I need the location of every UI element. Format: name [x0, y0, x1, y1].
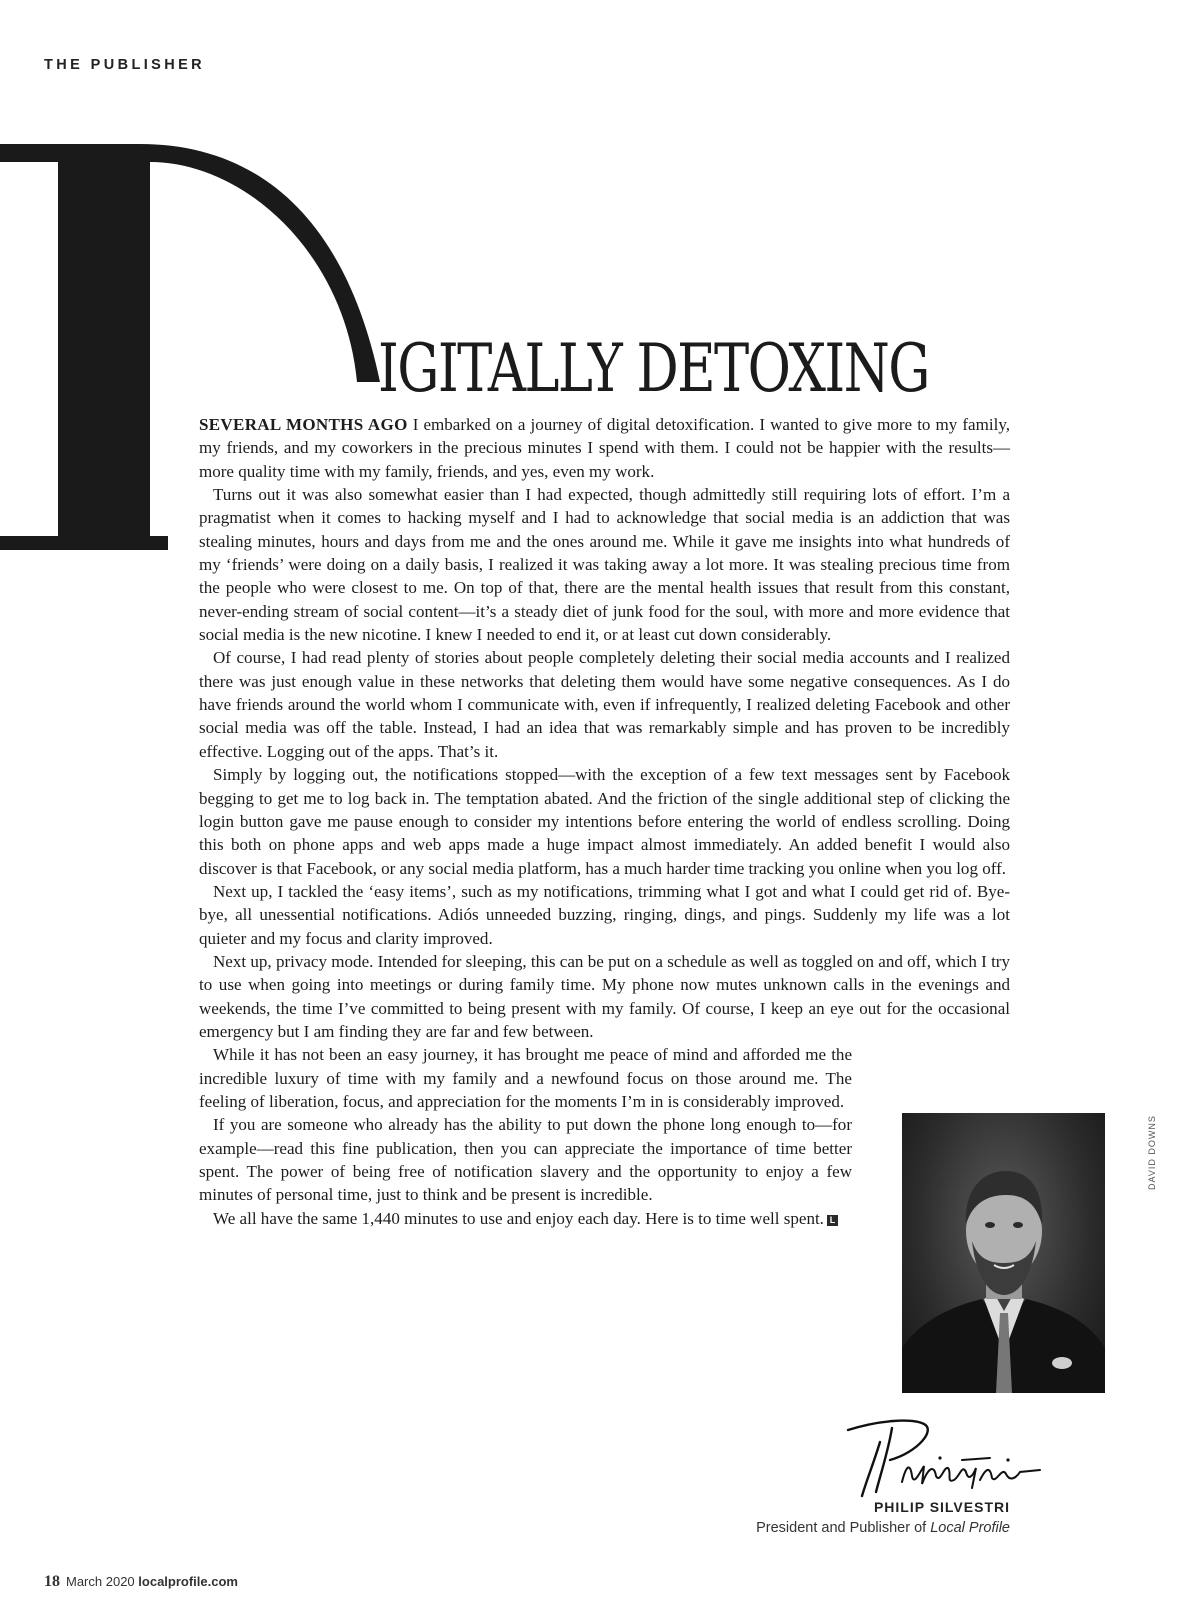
page-number: 18: [44, 1573, 60, 1590]
paragraph-2: Turns out it was also somewhat easier than I had expected, though admittedly still requiring lots of effort. I’m a pragmatist when it comes to hacking myself and I had to acknowledge that social media is an addiction that was stealing minutes, hours and days from me and the ones around me. While it gave me insights into what hundreds of my ‘friends’ were doing on a daily basis, I realized it was taking away a lot more. It was stealing precious time from the people who were closest to me. On top of that, there are the mental health issues that result from this constant, never-ending stream of social content—it’s a steady diet of junk food for the soul, with more and more evidence that social media is the new nicotine. I knew I needed to end it, or at least cut down considerably.: [199, 485, 1010, 645]
end-mark-icon: L: [827, 1215, 838, 1226]
author-name: PHILIP SILVESTRI: [873, 1499, 1010, 1515]
paragraph-8: If you are someone who already has the ability to put down the phone long enough to—for example—read this fine publication, then you can appreciate the importance of time better spent. The power of being free of notification slavery and the opportunity to enjoy a few minutes of personal time, just to think and be present is incredible.: [199, 1115, 852, 1205]
headline: IGITALLY DETOXING: [378, 330, 929, 407]
article-body: [199, 413, 1010, 1333]
paragraph-4: Simply by logging out, the notifications stopped—with the exception of a few text messages sent by Facebook begging to get me to log back in. The temptation abated. And the friction of the single additional step of clicking the login button gave me pause enough to consider my intentions before entering the world of endless scrolling. Doing this both on phone apps and web apps made a huge impact almost immediately. An added benefit I would also discover is that Facebook, or any social media platform, has a much harder time tracking you online when you log off.: [199, 765, 1010, 878]
section-label: THE PUBLISHER: [44, 57, 206, 73]
issue-date: March 2020: [66, 1574, 135, 1589]
author-photo: [902, 1113, 1105, 1393]
lead-in: SEVERAL MONTHS AGO: [199, 415, 408, 434]
paragraph-3: Of course, I had read plenty of stories about people completely deleting their social media accounts and I realized there was just enough value in these networks that deleting them would have some negative consequences. As I do have friends around the world whom I communicate with, even if infrequently, I realized deleting Facebook and other social media was off the table. Instead, I had an idea that was remarkably simple and has proven to be incredibly effective. Logging out of the apps. That’s it.: [199, 648, 1010, 761]
paragraph-6: Next up, privacy mode. Intended for sleeping, this can be put on a schedule as well as toggled on and off, which I try to use when going into meetings or during family time. My phone now mutes unknown calls in the evenings and weekends, the time I’ve committed to being present with my family. Of course, I keep an eye out for the occasional emergency but I am finding they are far and few between.: [199, 951, 1010, 1041]
paragraph-7: While it has not been an easy journey, it has brought me peace of mind and afforded me the incredible luxury of time with my family and a newfound focus on those around me. The feeling of liberation, focus, and appreciation for the moments I’m in is considerably improved.: [199, 1045, 852, 1111]
signature-image: [840, 1402, 1050, 1502]
author-title: President and Publisher of Local Profile: [756, 1520, 1010, 1536]
paragraph-9: We all have the same 1,440 minutes to use and enjoy each day. Here is to time well spent. L: [199, 1207, 1010, 1230]
paragraph-5: Next up, I tackled the ‘easy items’, such as my notifications, trimming what I got and what I could get rid of. Bye-bye, all unessential notifications. Adiós unneeded buzzing, ringing, dings, and pings. Suddenly my life was a lot quieter and my focus and clarity improved.: [199, 881, 1010, 948]
page-footer: [44, 1573, 238, 1591]
website-link[interactable]: localprofile.com: [138, 1574, 238, 1589]
paragraph-1: SEVERAL MONTHS AGO I embarked on a journey of digital detoxification. I wanted to give more to my family, my friends, and my coworkers in the precious minutes I spend with them. I could not be happier with the results—more quality time with my family, friends, and yes, even my work.: [199, 415, 1010, 481]
photo-credit: DAVID DOWNS: [1147, 1115, 1157, 1190]
